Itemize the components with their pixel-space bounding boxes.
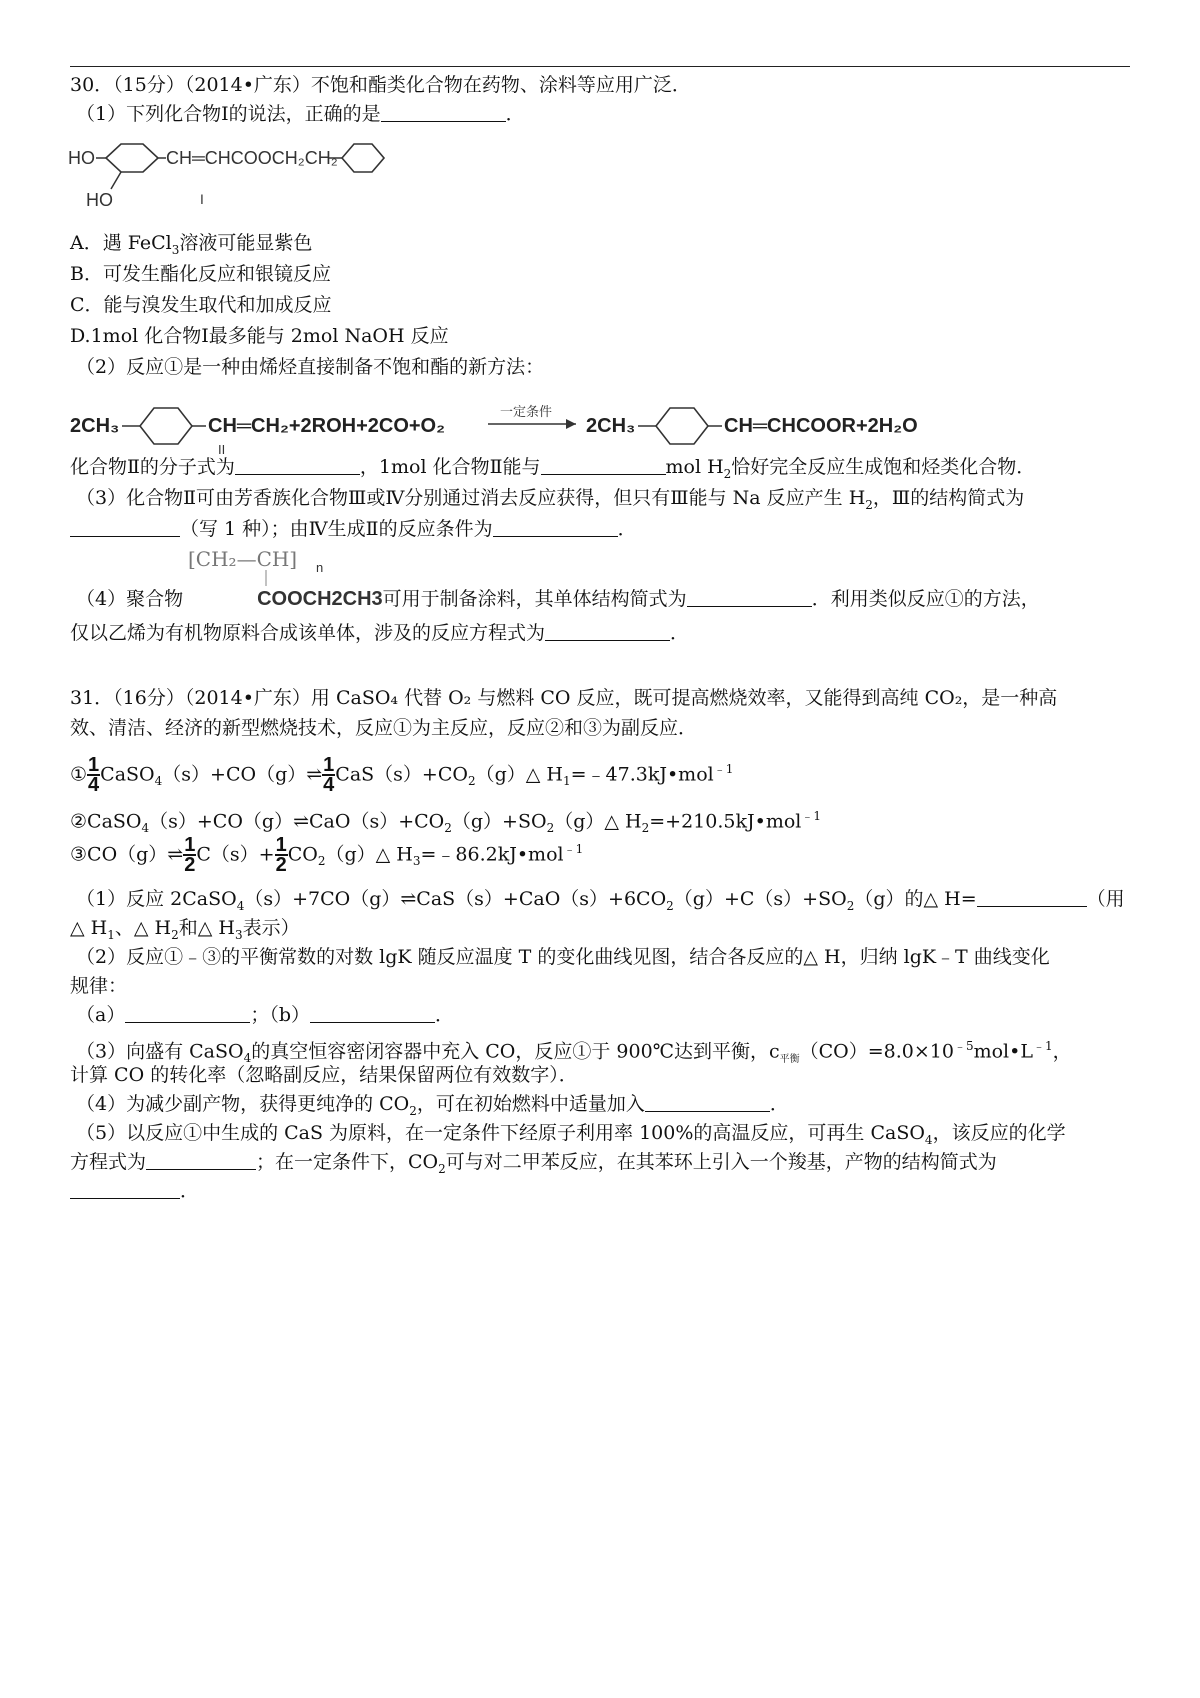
answer-blank[interactable] <box>545 622 670 641</box>
answer-blank[interactable] <box>310 1004 435 1023</box>
q30-part1: （1）下列化合物Ⅰ的说法，正确的是 ． <box>76 103 525 125</box>
q31-part5-line2: 方程式为 ；在一定条件下，$CO_2$可与对二甲苯反应，在其苯环上引入一个羧基，产物的结构简式为 <box>70 1151 997 1176</box>
polymer-side-chain: COOCH2CH3 <box>257 588 383 610</box>
q30-part4-line1: （4）聚合物 COOCH2CH3可用于制备涂料，其单体结构简式为 ．利用类似反应①的方法， <box>76 588 1040 610</box>
q31-part5-line1: （5）以反应①中生成的 CaS 为原料，在一定条件下经原子利用率 100%的高温反应，可再生 CaSO$_4$，该反应的化学 <box>76 1122 1066 1147</box>
svg-text:[CH₂—CH]: [CH₂—CH] <box>188 547 298 571</box>
benzene-ring-4 <box>656 408 708 444</box>
q31-part2-line3: （a） ；（b） ． <box>76 1004 455 1026</box>
ho-label-2: HO <box>86 190 113 210</box>
q30-part3-line2: （写 1 种）；由Ⅳ生成Ⅱ的反应条件为 ． <box>70 514 1140 544</box>
benzene-ring-1 <box>106 144 158 172</box>
answer-blank[interactable] <box>645 1093 770 1112</box>
svg-text:2CH₃: 2CH₃ <box>70 415 120 437</box>
answer-blank[interactable] <box>381 103 506 122</box>
answer-blank[interactable] <box>70 1180 180 1199</box>
svg-text:CH═CHCOOR+2H₂O: CH═CHCOOR+2H₂O <box>724 415 918 437</box>
answer-blank[interactable] <box>70 518 180 537</box>
option-a: A．遇 FeCl$_3$溶液可能显紫色 <box>70 232 313 257</box>
q30-part3-line1: （3）化合物Ⅱ可由芳香族化合物Ⅲ或Ⅳ分别通过消去反应获得，但只有Ⅲ能与 Na 反应产生 $H_2$，Ⅲ的结构简式为 <box>76 487 1025 512</box>
reaction-1-equation: ① $\frac{1}{4}$ CaSO$_4$（s）+CO（g）⇌ $\frac{1}{4}$ $CaS(s)+CO_2(g)\triangle$ $H_1=﹣47.3kJ•mol^{﹣1}$ <box>70 754 734 797</box>
top-rule <box>70 66 1130 67</box>
q30-heading: 30．（15分）（2014•广东）不饱和酯类化合物在药物、涂料等应用广泛． <box>70 74 691 96</box>
answer-blank[interactable] <box>687 588 812 607</box>
answer-blank[interactable] <box>235 456 360 475</box>
svg-text:II: II <box>218 442 226 456</box>
ho-label-1: HO <box>68 148 95 168</box>
option-d: D.1mol 化合物Ⅰ最多能与 2mol NaOH 反应 <box>70 325 449 347</box>
q31-part2-line2: 规律： <box>70 975 128 997</box>
option-b: B．可发生酯化反应和银镜反应 <box>70 263 331 285</box>
q31-part1-line2: △ $H_1$、△ $H_2$和△ $H_3$表示） <box>70 917 300 942</box>
answer-blank[interactable] <box>541 456 666 475</box>
reaction-3-equation: ③CO（g）⇌ $\frac{1}{2}$ C（s）+ $\frac{1}{2}$ $CO_2(g)\triangle$ $H_3=﹣86.2kJ•mol^{﹣1}$ <box>70 834 584 877</box>
q31-part2-line1: （2）反应①﹣③的平衡常数的对数 lgK 随反应温度 T 的变化曲线见图，结合各反应的△ H，归纳 lgK﹣T 曲线变化 <box>76 946 1050 968</box>
svg-text:2CH₃: 2CH₃ <box>586 415 636 437</box>
q31-part3-line1: （3）向盛有 CaSO$_4$的真空恒容密闭容器中充入 CO，反应①于 900℃达到平衡，$c_{平衡}(CO)=8.0\times 10^{﹣5}mol•L^{﹣1}$， <box>76 1039 1072 1066</box>
option-c: C．能与溴发生取代和加成反应 <box>70 294 332 316</box>
reaction-2-equation: $②CaSO_4(s)+CO(g)\rightleftharpoons CaO(s)+CO_2(g)+SO_2(g)\triangle$ $H_2=+210.5kJ•mol^{﹣1}$ <box>70 809 821 836</box>
answer-blank[interactable] <box>146 1151 256 1170</box>
q30-part2: （2）反应①是一种由烯烃直接制备不饱和酯的新方法： <box>76 356 545 378</box>
benzene-ring-2 <box>342 144 384 172</box>
answer-blank[interactable] <box>125 1004 250 1023</box>
answer-blank[interactable] <box>493 518 618 537</box>
q31-heading-2: 效、清洁、经济的新型燃烧技术，反应①为主反应，反应②和③为副反应． <box>70 717 698 739</box>
q31-part4: （4）为减少副产物，获得更纯净的 $CO_2$，可在初始燃料中适量加入 ． <box>76 1093 789 1118</box>
ester-chain: CH═CHCOOCH₂CH₂ <box>166 148 338 168</box>
svg-text:CH═CH₂+2ROH+2CO+O₂: CH═CH₂+2ROH+2CO+O₂ <box>208 415 446 437</box>
benzene-ring-3 <box>140 408 192 444</box>
q31-part5-line3: ． <box>70 1176 1140 1206</box>
answer-blank[interactable] <box>977 888 1087 907</box>
svg-text:n: n <box>316 560 324 575</box>
svg-text:一定条件: 一定条件 <box>500 404 553 419</box>
q30-part4-line2: 仅以乙烯为有机物原料合成该单体，涉及的反应方程式为 ． <box>70 622 690 644</box>
q30-part2-questions: 化合物Ⅱ的分子式为 ，1mol 化合物Ⅱ能与 mol $H_2$恰好完全反应生成饱和烃类化合物． <box>70 456 1036 481</box>
reaction-1-scheme <box>66 398 1066 456</box>
compound-i-structure <box>66 134 396 222</box>
compound-label: Ⅰ <box>200 192 204 207</box>
polymer-repeat-unit <box>188 542 408 586</box>
q31-part3-line2: 计算 CO 的转化率（忽略副反应，结果保留两位有效数字）． <box>70 1064 578 1086</box>
q31-part1-line1: （1）反应 $2CaSO_4(s)+7CO(g)\rightleftharpoons CaS(s)+CaO(s)+6CO_2(g)+C(s)+SO_2(g)$的△ H= （用 <box>76 888 1125 913</box>
q31-heading: 31．（16分）（2014•广东）用 CaSO₄ 代替 O₂ 与燃料 CO 反应，既可提高燃烧效率，又能得到高纯 CO₂，是一种高 <box>70 687 1058 709</box>
